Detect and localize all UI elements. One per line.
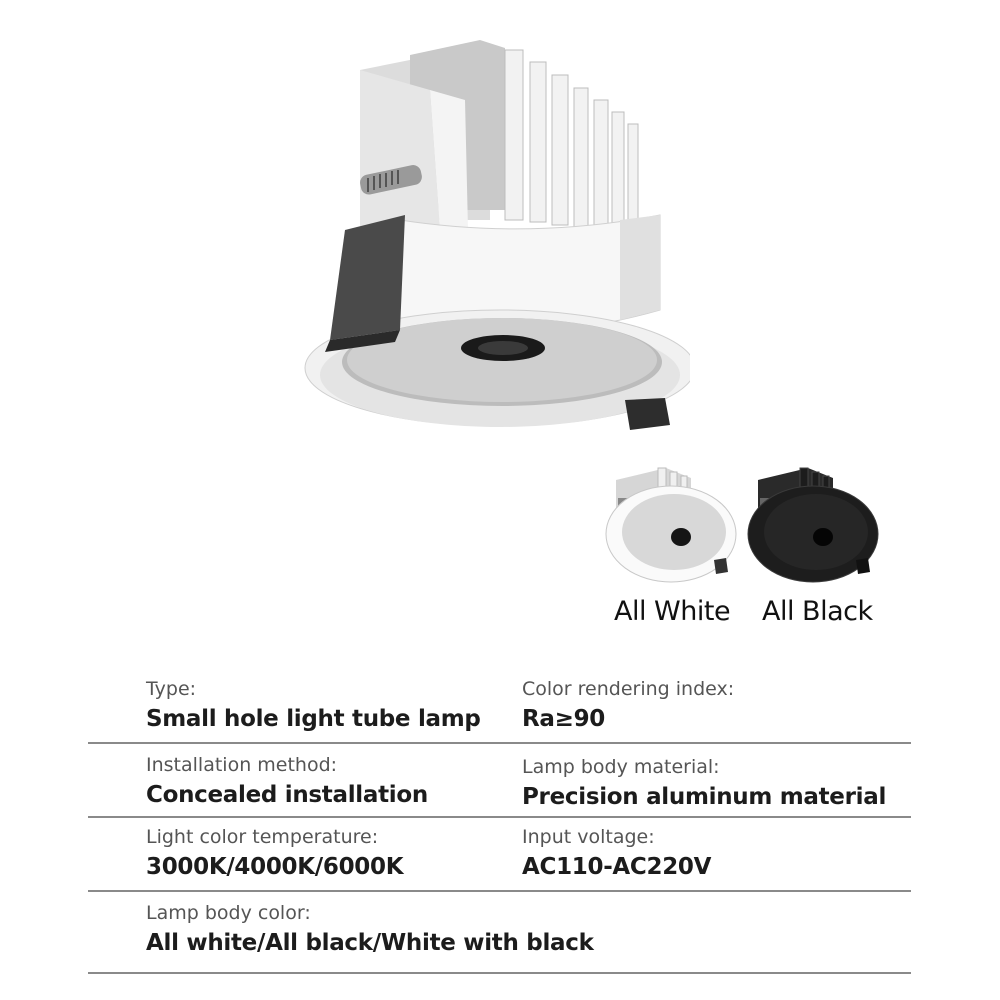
spec-value: 3000K/4000K/6000K: [146, 854, 404, 880]
spec-value: All white/All black/White with black: [146, 930, 594, 956]
variant-white-image: [596, 460, 746, 590]
downlight-illustration: [290, 30, 690, 440]
spec-color-temperature: [146, 826, 403, 880]
spec-installation: [146, 754, 428, 808]
spec-value: Concealed installation: [146, 782, 428, 808]
spec-label: Lamp body color:: [146, 902, 311, 924]
spec-label: Input voltage:: [522, 826, 655, 848]
spec-value: Precision aluminum material: [522, 784, 887, 810]
spec-input-voltage: [522, 826, 711, 880]
spec-value: Ra≥90: [522, 706, 606, 732]
spec-row: [88, 892, 911, 974]
spec-label: Lamp body material:: [522, 756, 720, 778]
spec-value: AC110-AC220V: [522, 854, 712, 880]
spec-body-color: [146, 902, 594, 956]
spec-table: [88, 668, 911, 974]
variant-black-label: All Black: [762, 596, 873, 627]
variant-black-image: [738, 460, 888, 590]
spec-label: Light color temperature:: [146, 826, 379, 848]
spec-type: [146, 678, 481, 732]
product-image-main: [290, 30, 690, 440]
spec-row: [88, 744, 911, 818]
spec-material: [522, 756, 886, 810]
spec-row: [88, 818, 911, 892]
spec-label: Type:: [146, 678, 197, 700]
variant-white-label: All White: [614, 596, 731, 627]
spec-label: Color rendering index:: [522, 678, 735, 700]
spec-row: [88, 668, 911, 744]
spec-value: Small hole light tube lamp: [146, 706, 481, 732]
spec-cri: [522, 678, 734, 732]
spec-label: Installation method:: [146, 754, 338, 776]
